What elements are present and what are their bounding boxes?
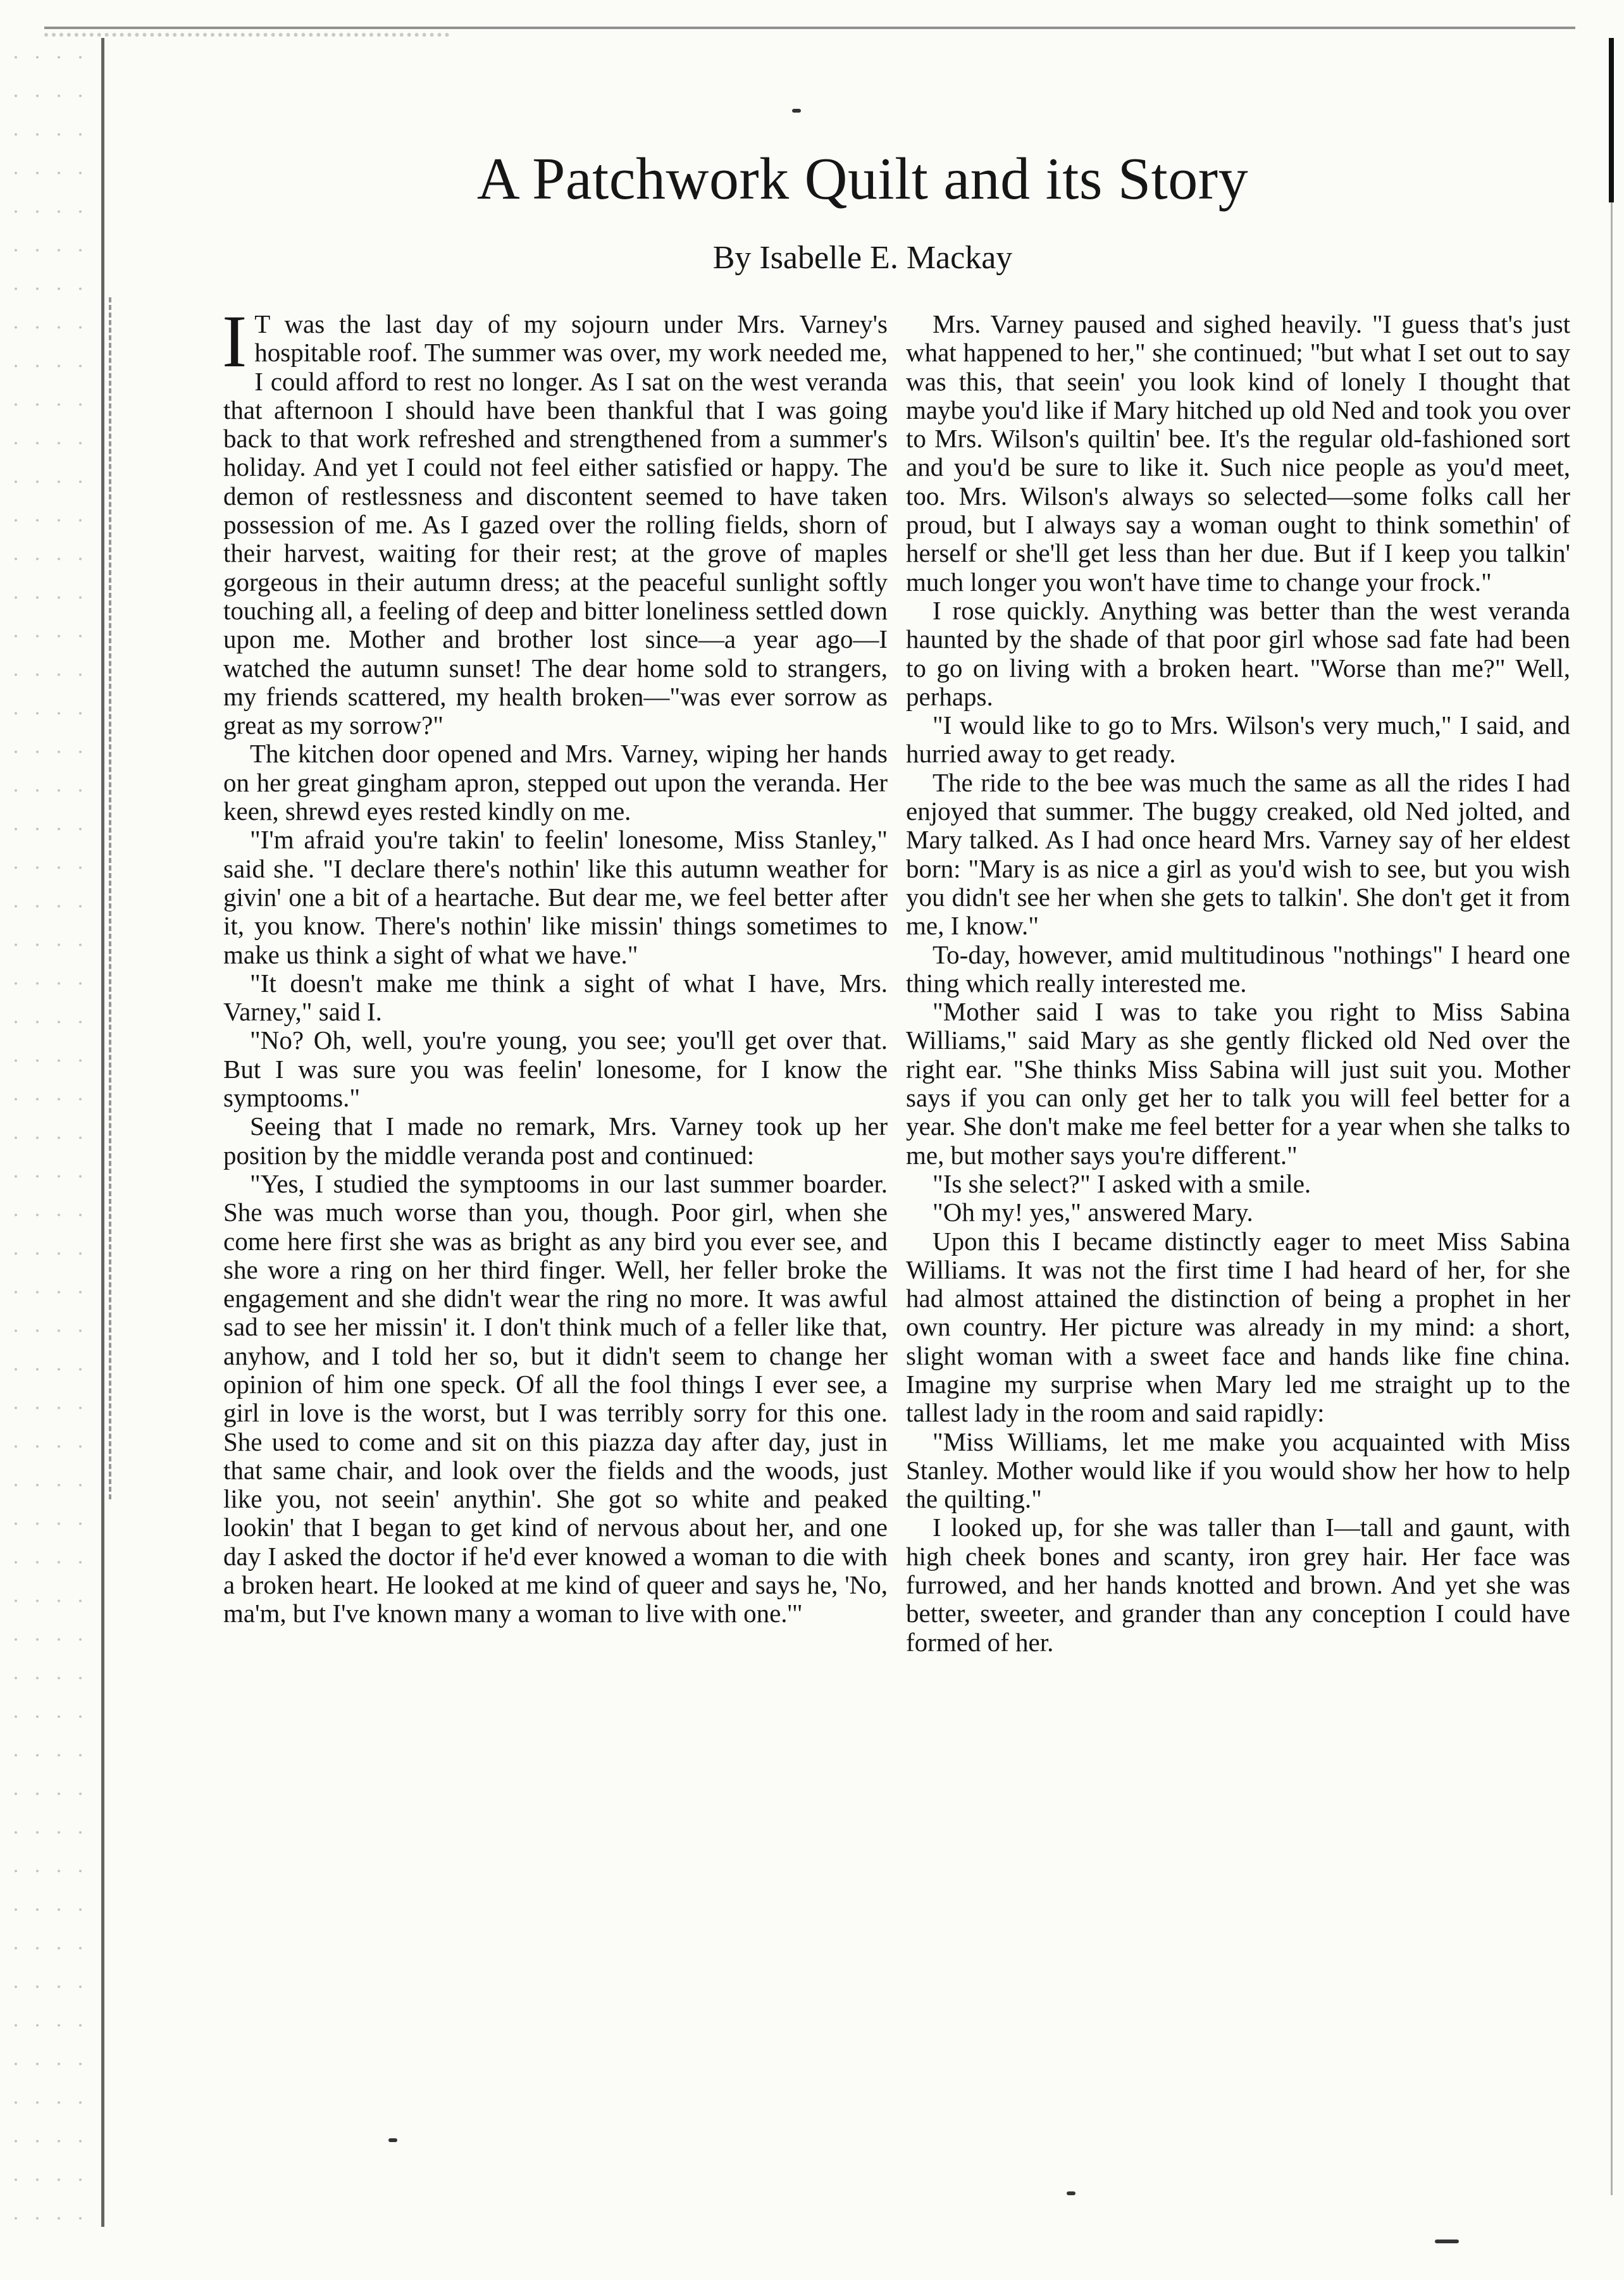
paragraph-7: "Yes, I studied the symptooms in our last summer boarder. She was much worse than you, though. Poor girl, when she come here first she was as bright as any bird you ever see, and she wore a ring on her third finger. Well, her feller broke the engagement and she didn't wear the ring no more. It was awful sad to see her missin' it. I don't think much of a feller like that, anyhow, and I told her so, but it didn't seem to change her opinion of him one speck. Of all the fool things I ever see, a girl in love is the worst, but I was terribly sorry for this one. She used to come and sit on this piazza day after day, just in that same chair, and look over the fields and the woods, just like you, not seein' anythin'. She got so white and peaked lookin' that I began to get kind of nervous about her, and one day I asked the doctor if he'd ever knowed a woman to die with a broken heart. He looked at me kind of queer and says he, 'No, ma'm, but I've known many a woman to live with one.'" [223,1168,888,1628]
paragraph-9: I rose quickly. Anything was better than the west veranda haunted by the shade of that poor girl whose sad fate had been to go on living with a broken heart. "Worse than me?" Well, perhaps. [906,595,1570,711]
paragraph-17: "Miss Williams, let me make you acquainted with Miss Stanley. Mother would like if you would show her how to help the quilting." [906,1427,1570,1514]
paragraph-1 [222,300,888,740]
scan-speck [792,109,801,113]
article-title: A Patchwork Quilt and its Story [476,146,1249,212]
paragraph-13: "Mother said I was to take you right to Miss Sabina Williams," said Mary as she gently flicked old Ned over the right ear. "She thinks Miss Sabina will just suit you. Mother says if you can only get her to talk you will feel better for a year. She don't make me feel better for a year when she talks to me, but mother says you're different." [906,997,1570,1170]
scan-speck [1067,2191,1075,2195]
paragraph-6: Seeing that I made no remark, Mrs. Varney took up her position by the middle veranda post and continued: [223,1112,888,1170]
paragraph-8: Mrs. Varney paused and sighed heavily. "I guess that's just what happened to her," she continued; "but what I set out to say was this, that seein' you look kind of lonely I thought that maybe you'd like if Mary hitched up old Ned and took you over to Mrs. Wilson's quiltin' bee. It's the regular old-fashioned sort and you'd be sure to like it. Such nice people as you'd meet, too. Mrs. Wilson's always so selected—some folks call her proud, but I always say a woman ought to think somethin' of herself or she'll get less than her due. But if I keep you talkin' much longer you won't have time to change your frock." [906,309,1570,597]
paragraph-11: The ride to the bee was much the same as all the rides I had enjoyed that summer. The buggy creaked, old Ned jolted, and Mary talked. As I had once heard Mrs. Varney say of her eldest born: "Mary is as nice a girl as you'd wish to see, but you wish you didn't see her when she gets to talkin'. She don't get it from me, I know." [906,767,1570,941]
paragraph-2: The kitchen door opened and Mrs. Varney, wiping her hands on her great gingham apron, stepped out upon the veranda. Her keen, shrewd eyes rested kindly on me. [223,739,888,826]
right-binding-edge-faint [1611,202,1613,2195]
paragraph-5: "No? Oh, well, you're young, you see; you'll get over that. But I was sure you was feelin' lonesome, for I know the symptooms." [223,1025,888,1113]
top-border-rule [44,27,1575,29]
paragraph-10: "I would like to go to Mrs. Wilson's very much," I said, and hurried away to get ready. [906,710,1570,769]
left-margin-rule [101,38,104,2227]
top-border-dots [44,33,449,37]
right-column [906,310,1570,1657]
article-byline: By Isabelle E. Mackay [712,240,1013,276]
paragraph-4: "It doesn't make me think a sight of what I have, Mrs. Varney," said I. [223,968,888,1027]
scan-speck [1435,2240,1459,2243]
paragraph-12: To-day, however, amid multitudinous "nothings" I heard one thing which really interested me. [906,939,1570,998]
left-column [222,300,888,1628]
scan-speck [388,2138,397,2142]
paragraph-3: "I'm afraid you're takin' to feelin' lonesome, Miss Stanley," said she. "I declare there's nothin' like this autumn weather for givin' one a bit of a heartache. But dear me, we feel better after it, you know. There's nothin' like missin' things sometimes to make us think a sight of what we have." [223,825,888,969]
paragraph-15: "Oh my! yes," answered Mary. [933,1198,1253,1227]
paragraph-16: Upon this I became distinctly eager to meet Miss Sabina Williams. It was not the first time I had heard of her, for she had almost attained the distinction of being a prophet in her own country. Her picture was already in my mind: a short, slight woman with a sweet face and hands like fine china. Imagine my surprise when Mary led me straight up to the tallest lady in the room and said rapidly: [906,1226,1570,1428]
paragraph-18: I looked up, for she was taller than I—tall and gaunt, with high cheek bones and scanty, iron grey hair. Her face was furrowed, and her hands knotted and brown. And yet she was better, sweeter, and grander than any conception I could have formed of her. [906,1513,1570,1657]
left-margin-ticks [109,297,111,1499]
drop-cap: I [222,300,247,383]
paragraph-14: "Is she select?" I asked with a smile. [933,1168,1311,1198]
left-margin-speckle [5,38,100,2252]
paragraph-1-text: T was the last day of my sojourn under Mrs. Varney's hospitable roof. The summer was over, my work needed me, I could afford to rest no longer. As I sat on the west veranda that afternoon I should have been thankful that I was going back to that work refreshed and strengthened from a summer's holiday. And yet I could not feel either satisfied or happy. The demon of restlessness and discontent seemed to have taken possession of me. As I gazed over the rolling fields, shorn of their harvest, waiting for their rest; at the grove of maples gorgeous in their autumn dress; at the peaceful sunlight softly touching all, a feeling of deep and bitter loneliness settled down upon me. Mother and brother lost since—a year ago—I watched the autumn sunset! The dear home sold to strangers, my friends scattered, my health broken—"was ever sorrow as great as my sorrow?" [223,309,888,740]
